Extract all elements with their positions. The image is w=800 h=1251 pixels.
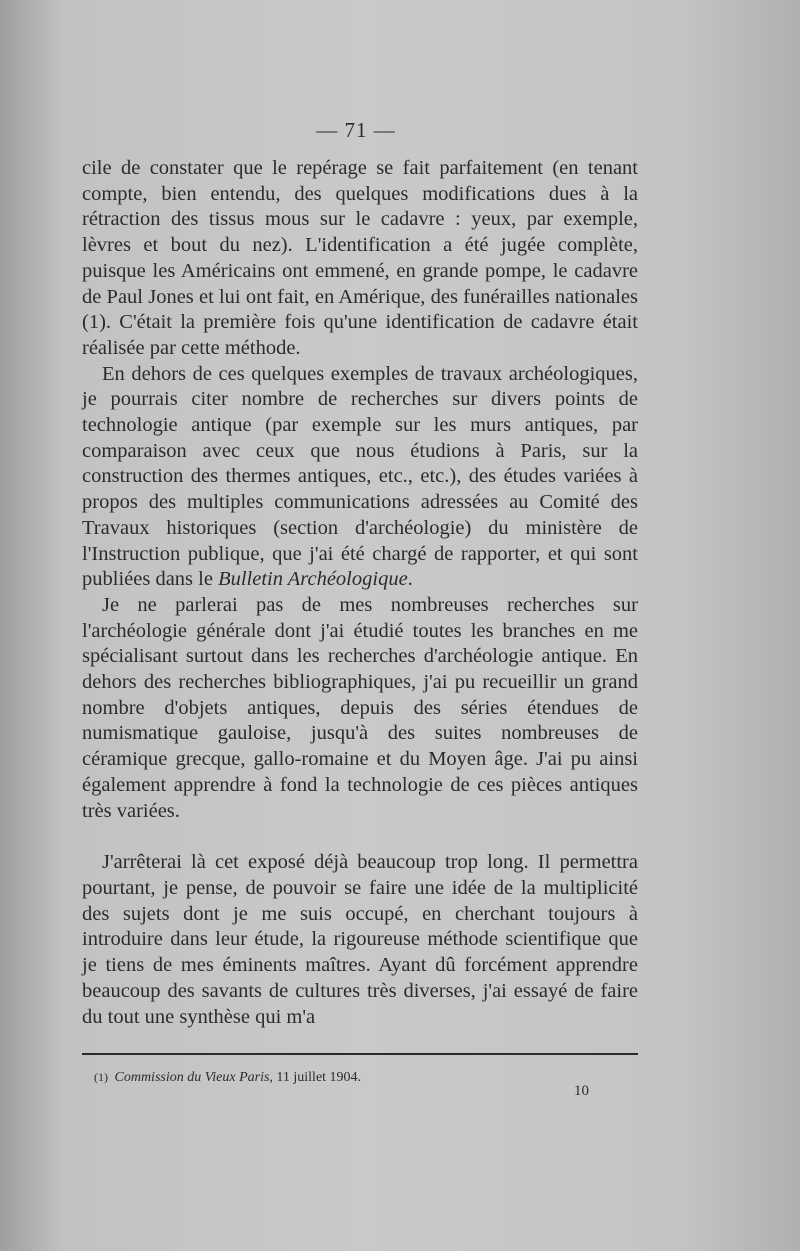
bulletin-title-suffix: . [407, 568, 413, 591]
page-number: — 71 — [316, 118, 396, 142]
footnote [94, 1070, 361, 1086]
paragraph-3: Je ne parlerai pas de mes nombreuses recherches sur l'archéologie générale dont j'ai étudié toutes les branches en me spécialisant surtout dans les recherches d'archéologie antique. En dehors des recherches bibliographiques, j'ai pu recueillir un grand nombre d'objets antiques, depuis des séries étendues de numismatique gauloise, jusqu'à des suites nombreuses de céramique grecque, gallo-romaine et du Moyen âge. J'ai pu ainsi également apprendre à fond la technologie de ces pièces antiques très variées. [82, 593, 638, 822]
body-text [82, 156, 638, 1030]
footnote-date: , 11 juillet 1904. [269, 1070, 362, 1085]
paragraph-4: J'arrêterai là cet exposé déjà beaucoup trop long. Il permettra pourtant, je pense, de pouvoir se faire une idée de la multiplicité des sujets dont je me suis occupé, en cherchant toujours à introduire dans leur étude, la rigoureuse méthode scientifique que je tiens de mes éminents maîtres. Ayant dû forcément apprendre beaucoup des savants de cultures très diverses, j'ai essayé de faire du tout une synthèse qui m'a [82, 851, 638, 1028]
footnote-source: Commission du Vieux Paris [114, 1070, 270, 1085]
footnote-marker: (1) [94, 1070, 108, 1084]
bulletin-title: Bulletin Archéologique [218, 568, 408, 591]
footnote-divider [82, 1053, 638, 1055]
paragraph-2-text: En dehors de ces quelques exemples de travaux archéologiques, je pourrais citer nombre de recherches sur divers points de technologie antique (par exemple sur les murs antiques, par comparaison avec ceux que nous étudions à Paris, sur la construction des thermes antiques, etc., etc.), des études variées à propos des multiples communications adressées au Comité des Travaux historiques (section d'archéologie) du ministère de l'Instruction publique, que j'ai été chargé de rapporter, et qui sont publiées dans le [82, 362, 638, 591]
paragraph-2 [82, 362, 638, 593]
paragraph-1: cile de constater que le repérage se fait parfaitement (en tenant compte, bien entendu, des quelques modifications dues à la rétraction des tissus mous sur le cadavre : yeux, par exemple, lèvres et bout du nez). L'identification a été jugée complète, puisque les Américains ont emmené, en grande pompe, le cadavre de Paul Jones et lui ont fait, en Amérique, des funérailles nationales (1). C'était la première fois qu'une identification de cadavre était réalisée par cette méthode. [82, 157, 638, 359]
signature-mark: 10 [574, 1083, 589, 1099]
